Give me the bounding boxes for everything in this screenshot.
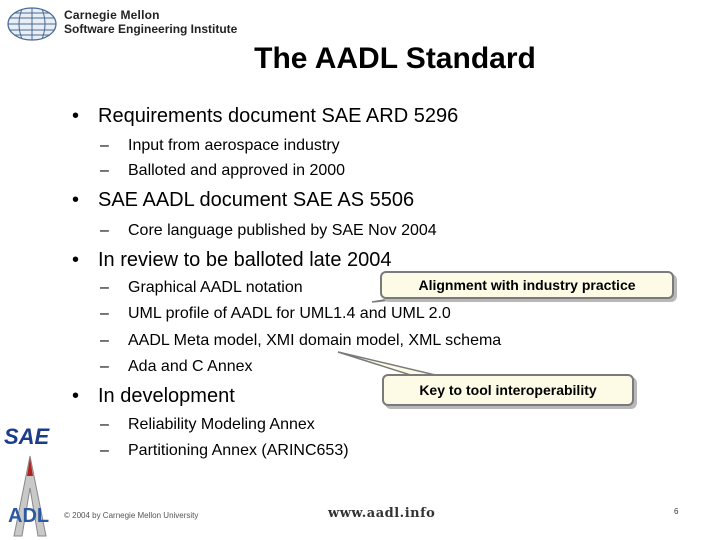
page-number: 6 [674, 507, 679, 516]
sub-bullet-text: Graphical AADL notation [128, 279, 303, 296]
bullet-glyph: • [72, 105, 80, 127]
sae-logo-text: SAE [4, 424, 50, 449]
left-logo-bar [0, 380, 60, 540]
bullet-text: Requirements document SAE ARD 5296 [98, 105, 459, 127]
slide-title: The AADL Standard [254, 42, 536, 75]
bullet-text: In review to be balloted late 2004 [98, 249, 392, 271]
dash-glyph: – [100, 358, 109, 375]
adl-logo-text: ADL [8, 505, 50, 527]
bullet-glyph: • [72, 249, 80, 271]
sub-bullet-text: Input from aerospace industry [128, 137, 340, 154]
sub-bullet-text: AADL Meta model, XMI domain model, XML schema [128, 332, 502, 349]
sub-bullet-text: Core language published by SAE Nov 2004 [128, 222, 437, 239]
footer-copyright: © 2004 by Carnegie Mellon University [64, 511, 199, 520]
dash-glyph: – [100, 137, 109, 154]
bullet-glyph: • [72, 189, 80, 211]
org-name-block [64, 8, 237, 36]
bullet-text: In development [98, 385, 235, 407]
dash-glyph: – [100, 416, 109, 433]
footer-url[interactable]: www.aadl.info [328, 506, 436, 521]
dash-glyph: – [100, 332, 109, 349]
dash-glyph: – [100, 305, 109, 322]
dash-glyph: – [100, 222, 109, 239]
sub-bullet-text: Reliability Modeling Annex [128, 416, 315, 433]
org-name: Carnegie Mellon [64, 8, 160, 22]
adl-logo [8, 456, 49, 536]
sei-globe-logo [6, 6, 58, 42]
callout-interop: Key to tool interoperability [382, 374, 634, 406]
sub-bullet-text: Ada and C Annex [128, 358, 253, 375]
dash-glyph: – [100, 442, 109, 459]
sub-bullet-text: Partitioning Annex (ARINC653) [128, 442, 349, 459]
org-subtitle: Software Engineering Institute [64, 22, 238, 36]
callout-industry: Alignment with industry practice [380, 271, 674, 299]
bullet-glyph: • [72, 385, 80, 407]
dash-glyph: – [100, 162, 109, 179]
sae-logo [4, 424, 51, 449]
sub-bullet-text: Balloted and approved in 2000 [128, 162, 346, 179]
sub-bullet-text: UML profile of AADL for UML1.4 and UML 2.0 [128, 305, 451, 322]
bullet-text: SAE AADL document SAE AS 5506 [98, 189, 415, 211]
dash-glyph: – [100, 279, 109, 296]
